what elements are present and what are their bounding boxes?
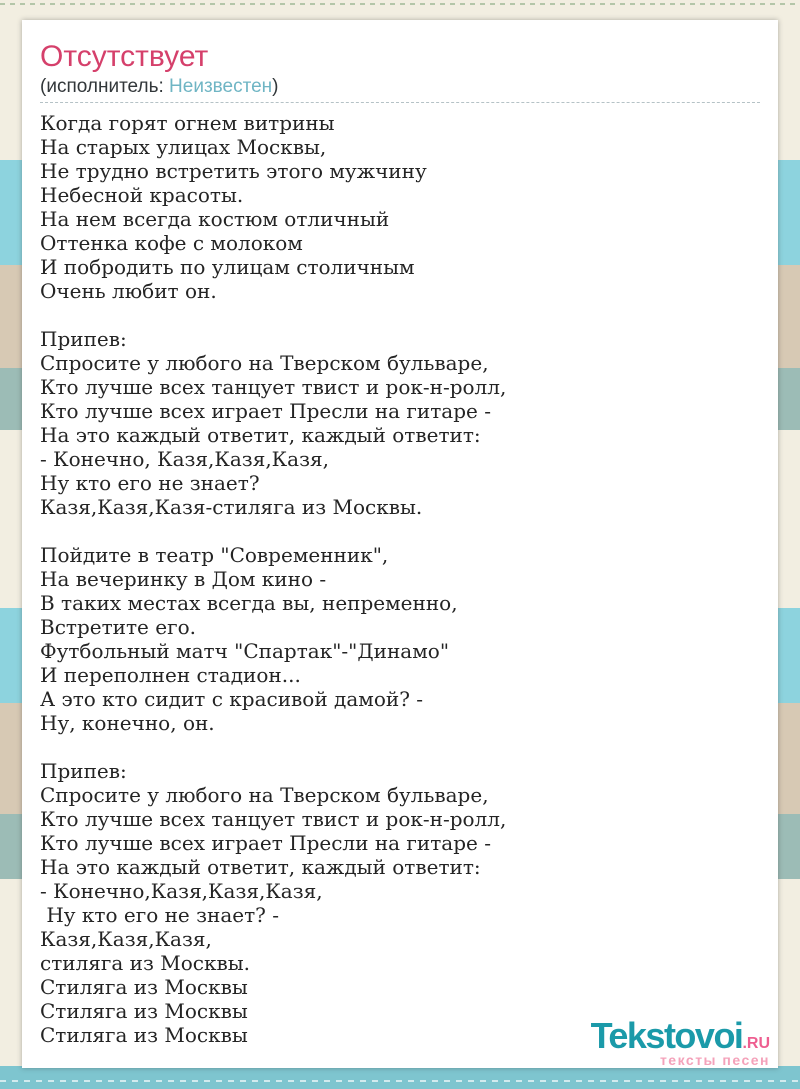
lyric-line: Кто лучше всех играет Пресли на гитаре - bbox=[40, 831, 491, 855]
top-dashed-line bbox=[0, 3, 800, 5]
lyric-line: Припев: bbox=[40, 759, 127, 783]
lyric-line: Спросите у любого на Тверском бульваре, bbox=[40, 783, 489, 807]
lyric-line: И побродить по улицам столичным bbox=[40, 255, 415, 279]
lyric-line: Футбольный матч "Спартак"-"Динамо" bbox=[40, 639, 450, 663]
bg-stripe-footer-blue bbox=[0, 1066, 800, 1089]
artist-line bbox=[40, 76, 760, 98]
logo-tagline: тексты песен bbox=[659, 1052, 770, 1068]
lyric-line: Припев: bbox=[40, 327, 127, 351]
lyric-line: И переполнен стадион... bbox=[40, 663, 301, 687]
logo-wordmark bbox=[590, 1015, 770, 1056]
artist-link[interactable]: Неизвестен bbox=[169, 76, 273, 97]
lyric-line: - Конечно,Казя,Казя,Казя, bbox=[40, 879, 323, 903]
lyrics-block bbox=[40, 111, 760, 303]
lyric-line: На старых улицах Москвы, bbox=[40, 135, 327, 159]
lyrics-block bbox=[40, 543, 760, 735]
lyric-line: Когда горят огнем витрины bbox=[40, 111, 335, 135]
lyrics-block bbox=[40, 759, 760, 1047]
artist-suffix: ) bbox=[272, 76, 279, 97]
bottom-dashed-line bbox=[0, 1080, 800, 1082]
lyric-line: Ну кто его не знает? - bbox=[40, 903, 280, 927]
lyric-line: На это каждый ответит, каждый ответит: bbox=[40, 855, 481, 879]
lyric-line: Ну, конечно, он. bbox=[40, 711, 215, 735]
lyric-line: В таких местах всегда вы, непременно, bbox=[40, 591, 458, 615]
lyrics-block bbox=[40, 327, 760, 519]
lyrics bbox=[40, 111, 760, 1047]
lyric-line: А это кто сидит с красивой дамой? - bbox=[40, 687, 424, 711]
lyric-line: На нем всегда костюм отличный bbox=[40, 207, 390, 231]
lyric-line: Встретите его. bbox=[40, 615, 196, 639]
lyric-line: Очень любит он. bbox=[40, 279, 217, 303]
site-logo[interactable] bbox=[590, 1015, 770, 1068]
lyric-line: стиляга из Москвы. bbox=[40, 951, 251, 975]
lyrics-card bbox=[22, 20, 778, 1068]
lyric-line: Кто лучше всех танцует твист и рок-н-ролл, bbox=[40, 807, 507, 831]
logo-brand: Tekstovoi bbox=[590, 1015, 743, 1056]
lyric-line: Стиляга из Москвы bbox=[40, 999, 248, 1023]
lyric-line: Пойдите в театр "Современник", bbox=[40, 543, 389, 567]
lyric-line: Оттенка кофе с молоком bbox=[40, 231, 303, 255]
lyric-line: - Конечно, Казя,Казя,Казя, bbox=[40, 447, 329, 471]
artist-prefix: (исполнитель: bbox=[40, 76, 170, 97]
lyric-line: На это каждый ответит, каждый ответит: bbox=[40, 423, 481, 447]
lyric-line: Кто лучше всех играет Пресли на гитаре - bbox=[40, 399, 491, 423]
lyric-line: Казя,Казя,Казя-стиляга из Москвы. bbox=[40, 495, 423, 519]
lyric-line: Небесной красоты. bbox=[40, 183, 244, 207]
lyric-line: Стиляга из Москвы bbox=[40, 975, 248, 999]
lyric-line: На вечеринку в Дом кино - bbox=[40, 567, 327, 591]
lyric-line: Кто лучше всех танцует твист и рок-н-ролл, bbox=[40, 375, 507, 399]
lyric-line: Спросите у любого на Тверском бульваре, bbox=[40, 351, 489, 375]
dashed-separator bbox=[40, 101, 760, 103]
lyric-line: Ну кто его не знает? bbox=[40, 471, 260, 495]
logo-brand-suffix: .RU bbox=[742, 1035, 770, 1052]
lyric-line: Не трудно встретить этого мужчину bbox=[40, 159, 427, 183]
lyric-line: Казя,Казя,Казя, bbox=[40, 927, 212, 951]
lyric-line: Стиляга из Москвы bbox=[40, 1023, 248, 1047]
song-title: Отсутствует bbox=[40, 40, 209, 73]
